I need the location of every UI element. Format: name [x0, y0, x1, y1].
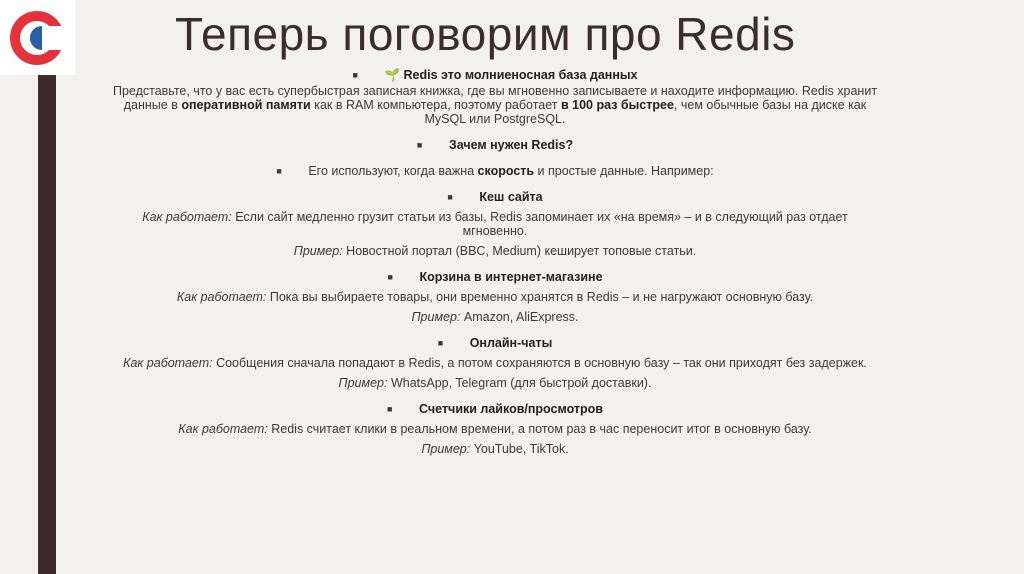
bullet-icon: ■: [387, 404, 393, 414]
example-label: Пример:: [338, 376, 388, 390]
how-text: Сообщения сначала попадают в Redis, а потом сохраняются в основную базу – так они приходят без задержек.: [212, 356, 867, 370]
example-label: Пример:: [411, 310, 461, 324]
bullet-icon: ■: [416, 140, 423, 150]
slide-title: Теперь поговорим про Redis: [175, 8, 796, 60]
how-label: Как работает:: [176, 290, 267, 304]
section-heading-row: [100, 190, 890, 204]
intro-bold-2: в 100 раз быстрее: [560, 98, 674, 112]
intro-text-2: как в RAM компьютера, поэтому работает: [310, 98, 561, 112]
section-heading: Онлайн-чаты: [469, 336, 553, 350]
intro-bold-1: оперативной памяти: [181, 98, 311, 112]
slide-content: [100, 68, 890, 456]
bullet-icon: ■: [437, 338, 444, 348]
section-how: [100, 422, 890, 436]
how-label: Как работает:: [178, 422, 268, 436]
example-text: YouTube, TikTok.: [470, 442, 569, 456]
how-text: Redis считает клики в реальном времени, а потом раз в час переносит итог в основную базу.: [267, 422, 812, 436]
bullet-icon: ■: [352, 70, 358, 80]
bullet-icon: ■: [276, 166, 282, 176]
usage-bold: скорость: [477, 164, 535, 178]
section-heading-row: [100, 270, 890, 284]
logo: [0, 0, 75, 75]
section-heading: Корзина в интернет-магазине: [419, 270, 603, 284]
example-text: WhatsApp, Telegram (для быстрой доставки).: [387, 376, 652, 390]
section-heading-row: [100, 336, 890, 350]
section-how: [100, 210, 890, 238]
example-text: Новостной портал (BBC, Medium) кеширует топовые статьи.: [342, 244, 697, 258]
example-text: Amazon, AliExpress.: [460, 310, 579, 324]
section-example: [100, 442, 890, 456]
bullet-icon: ■: [447, 192, 453, 202]
logo-icon: [9, 10, 65, 66]
section-heading-row: [100, 402, 890, 416]
example-label: Пример:: [421, 442, 471, 456]
left-accent-bar: [38, 75, 56, 574]
how-text: Пока вы выбираете товары, они временно хранятся в Redis – и не нагружают основную базу.: [266, 290, 814, 304]
intro-heading-row: [100, 68, 890, 82]
how-label: Как работает:: [142, 210, 232, 224]
intro-text-1: Представьте, что у вас есть супербыстрая записная книжка, где вы мгновенно записываете и находите информацию. Redis хранит данные в: [112, 84, 878, 112]
section-heading: Кеш сайта: [479, 190, 543, 204]
usage-text-2: и простые данные. Например:: [534, 164, 714, 178]
intro-text-3: , чем обычные базы на диске как MySQL или PostgreSQL.: [424, 98, 867, 126]
why-heading: Зачем нужен Redis?: [448, 138, 574, 152]
why-heading-row: [100, 138, 890, 152]
section-how: [100, 356, 890, 370]
intro-paragraph: [100, 84, 890, 126]
section-example: [100, 376, 890, 390]
how-text: Если сайт медленно грузит статьи из базы, Redis запоминает их «на время» – и в следующий раз отдает мгновенно.: [231, 210, 848, 238]
example-label: Пример:: [293, 244, 343, 258]
section-heading: Счетчики лайков/просмотров: [419, 402, 603, 416]
bullet-icon: ■: [387, 272, 393, 282]
how-label: Как работает:: [123, 356, 213, 370]
section-example: [100, 310, 890, 324]
usage-row: [100, 164, 890, 178]
section-example: [100, 244, 890, 258]
section-how: [100, 290, 890, 304]
intro-heading: 🌱 Redis это молниеносная база данных: [384, 68, 638, 82]
usage-text-1: Его используют, когда важна: [308, 164, 478, 178]
